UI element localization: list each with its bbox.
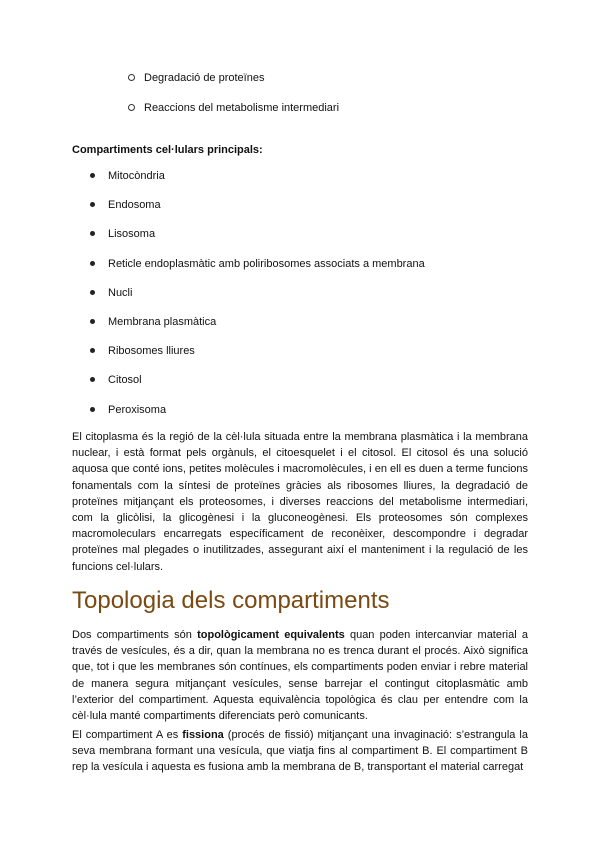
list-item-text: Mitocòndria [108,170,165,182]
list-item [90,256,425,285]
bullet-icon [90,348,95,353]
list-item-text: Reticle endoplasmàtic amb poliribosomes associats a membrana [108,257,425,270]
list-item [90,197,425,226]
fission-paragraph [72,727,528,776]
list-item [128,70,339,100]
compartments-list [90,168,425,431]
compartments-heading: Compartiments cel·lulars principals: [72,144,263,156]
fission-bold-term: fissiona [182,729,224,741]
bullet-icon [90,202,95,207]
list-item-text: Lisosoma [108,228,156,241]
fission-text-end: (procés de fissió) mitjançant una invaginació: s’estrangula la seva membrana formant una vesícula, que viatja fins al compartiment B. El compartiment B rep la vesícula i aquesta es fusiona amb la membrana de B, transportant el material carregat [72,729,528,774]
list-item-text: Peroxisoma [108,403,167,416]
bullet-icon [90,377,95,382]
section-title: Topologia dels compartiments [72,587,390,614]
topology-text-end: quan poden intercanviar material a través de vesícules, és a dir, quan la membrana no es trenca durant el procés. Això significa que, tot i que les membranes són contínues, els compartiments poden enviar i rebre material de manera segura mitjançant vesícules, sense barrejar el contingut citoplasmàtic amb l’exterior del compartiment. Aquesta equivalència topològica és clau per entendre com la cèl·lula manté compartiments diferenciats però comunicants. [72,629,528,723]
bullet-icon [90,290,95,295]
hollow-bullet-icon [128,74,135,81]
list-item-text: Nucli [108,286,133,299]
bullet-icon [90,261,95,266]
list-item-text: Citosol [108,374,142,387]
list-item-text: Ribosomes lliures [108,345,195,358]
topology-text-start: Dos compartiments són [72,629,198,641]
bullet-icon [90,407,95,412]
list-item [90,402,425,431]
bullet-icon [90,173,95,178]
topology-paragraph [72,627,528,724]
list-item-text: Endosoma [108,199,161,212]
list-item [90,285,425,314]
fission-text-start: El compartiment A es [72,729,183,741]
list-item [128,100,339,130]
bullet-icon [90,231,95,236]
list-item-text: Reaccions del metabolisme intermediari [144,102,340,114]
bullet-icon [90,319,95,324]
list-item [90,372,425,401]
topology-bold-term: topològicament equivalents [197,629,345,641]
list-item-text: Membrana plasmàtica [108,315,217,328]
list-item [90,343,425,372]
hollow-bullet-icon [128,104,135,111]
sub-bullet-list [128,70,339,130]
list-item [90,226,425,255]
list-item-text: Degradació de proteïnes [144,72,265,84]
list-item [90,314,425,343]
cytoplasm-paragraph: El citoplasma és la regió de la cèl·lula situada entre la membrana plasmàtica i la membrana nuclear, i està format pels orgànuls, el citoesquelet i el citosol. El citosol és una solució aquosa que conté ions, petites molècules i macromolècules, i en ell es duen a terme funcions fonamentals com la síntesi de proteïnes gràcies als ribosomes lliures, la degradació de proteïnes mitjançant els proteosomes, i diverses reaccions del metabolisme intermediari, com la glicòlisi, la glicogènesi i la gluconeogènesi. Els proteosomes són complexes macromoleculars encarregats específicament de reconèixer, descompondre i degradar proteïnes mal plegades o inutilitzades, assegurant així el manteniment i la regulació de les funcions cel·lulars. [72,431,528,573]
list-item [90,168,425,197]
